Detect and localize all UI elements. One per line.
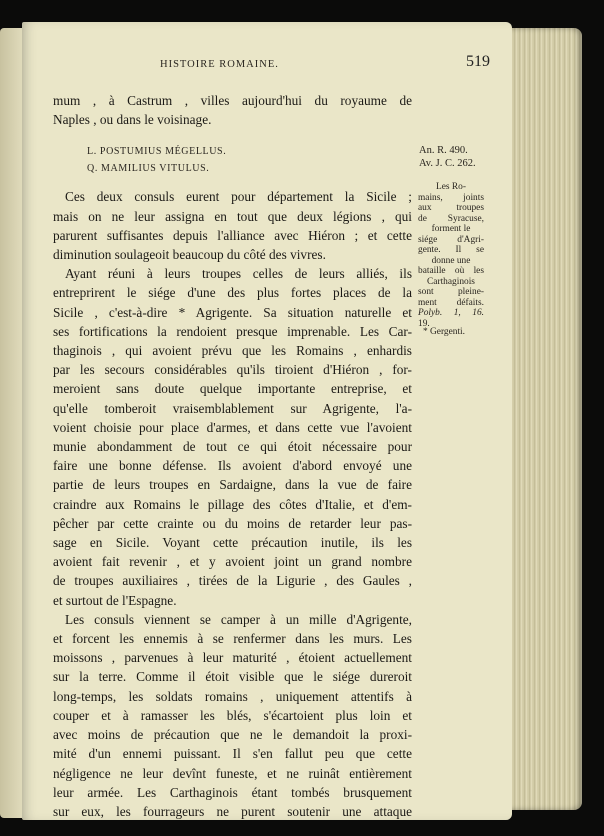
margin-note-line: aux troupes: [418, 203, 484, 213]
margin-note-line: mains, joints: [418, 192, 484, 203]
paragraph: [53, 187, 412, 264]
text-line: Naples , ou dans le voisinage.: [53, 112, 212, 128]
text-line: par les secours considérables qu'ils tiroient d'Hiéron , for-: [53, 362, 412, 378]
text-line: parurent suffisantes depuis l'alliance avec Hiéron ; et cette: [53, 227, 412, 243]
text-line: meroient sans doute quelque importante entreprise, et: [53, 381, 412, 397]
text-line: pêcher par cette crainte ou du moins de retarder leur pas-: [53, 515, 412, 531]
margin-note-line: de Syracuse,: [418, 213, 484, 224]
text-line: voient choisie pour place d'armes, et dans cette vue l'avoient: [53, 419, 412, 435]
margin-note-line: forment le: [431, 224, 471, 234]
consul-name: L. POSTUMIUS MÉGELLUS.: [87, 146, 227, 158]
paragraph: [53, 264, 412, 610]
text-line: partie de leurs troupes en Sardaigne, dans la vue de faire: [53, 477, 412, 493]
text-line: mais on ne leur assigna en tout que deux légions , qui: [53, 208, 412, 224]
text-line: Les consuls viennent se camper à un mille d'Agrigente,: [65, 611, 412, 627]
page-block-edges: [508, 28, 582, 810]
margin-date-line: Av. J. C. 262.: [419, 157, 476, 169]
margin-note-line: gente. Il se: [418, 245, 484, 255]
text-line: de troupes auxiliaires , tirées de la Ligurie , des Gaules ,: [53, 573, 412, 589]
text-line: faire une bonne défense. Ils avoient d'abord envoyé une: [53, 458, 412, 474]
margin-note: [418, 182, 484, 329]
text-line: Ces deux consuls eurent pour département la Sicile ;: [65, 189, 412, 205]
text-line: mum , à Castrum , villes aujourd'hui du royaume de: [53, 93, 412, 108]
text-line: moissons , parvenues à leur maturité , étoient actuellement: [53, 650, 412, 666]
text-line: diminution soulageoit beaucoup du côté des vivres.: [53, 247, 326, 263]
margin-note-line: siége d'Agri-: [418, 234, 484, 245]
footnote: * Gergenti.: [423, 327, 466, 337]
margin-note-line: Carthaginois: [427, 276, 475, 287]
running-title: HISTOIRE ROMAINE.: [160, 59, 279, 70]
margin-note-line: sont pleine-: [418, 287, 484, 297]
text-line: craindre aux Romains le pillage des côtes d'Italie, et d'em-: [53, 496, 412, 512]
text-line: avec moins de précaution que ne le demandoit la proxi-: [53, 727, 412, 743]
paragraph: [53, 610, 412, 821]
text-line: ses fortifications la rendoient presque imprenable. Les Car-: [53, 323, 412, 339]
margin-note-line: Polyb. 1, 16.: [418, 308, 484, 318]
text-line: couper et à ramasser les blés, s'écartoient plus loin et: [53, 707, 412, 723]
text-line: et surtout de l'Espagne.: [53, 592, 177, 608]
text-line: munie abondamment de tout ce qui étoit nécessaire pour: [53, 439, 412, 455]
text-line: Sicile , c'est-à-dire * Agrigente. Sa situation naturelle et: [53, 304, 412, 320]
margin-note-line: ment défaits.: [418, 297, 484, 308]
text-line: sur eux, les fourrageurs ne purent soutenir une attaque: [53, 803, 412, 819]
text-line: leur armée. Les Carthaginois étant tombés brusquement: [53, 784, 412, 800]
body-text: [53, 91, 412, 821]
text-line: avoient fait revenir , et y avoient joint un grand nombre: [53, 554, 412, 570]
consul-name: Q. MAMILIUS VITULUS.: [87, 163, 210, 175]
page-header: [160, 53, 490, 77]
text-line: qu'elle tomberoit vraisemblablement sur Agrigente, l'a-: [53, 400, 412, 416]
text-line: et forcent les ennemis à se renfermer dans les murs. Les: [53, 631, 412, 647]
page-number: 519: [466, 53, 490, 70]
margin-note-line: 19.: [418, 318, 430, 329]
text-line: long-temps, les soldats romains , uniquement attentifs à: [53, 688, 412, 704]
text-line: sage en Sicile. Voyant cette précaution inutile, ils les: [53, 535, 412, 551]
text-line: négligence ne leur devînt funeste, et ne ruinât entièrement: [53, 765, 412, 781]
text-line: thaginois , qui avoient prévu que les Romains , enhardis: [53, 343, 412, 359]
margin-note-line: donne une: [431, 255, 471, 266]
text-line: entreprirent le siége d'une des plus fortes places de la: [53, 285, 412, 301]
text-line: mité d'un ennemi puissant. Il s'en fallut peu que cette: [53, 746, 412, 762]
text-line: sur la terre. Comme il étoit visible que le siége dureroit: [53, 669, 412, 685]
margin-date: [419, 145, 509, 170]
text-line: Ayant réuni à leurs troupes celles de leurs alliés, ils: [65, 266, 412, 282]
margin-note-line: bataille où les: [418, 266, 484, 276]
margin-note-line: Les Ro-: [436, 182, 466, 192]
margin-date-line: An. R. 490.: [419, 145, 468, 156]
